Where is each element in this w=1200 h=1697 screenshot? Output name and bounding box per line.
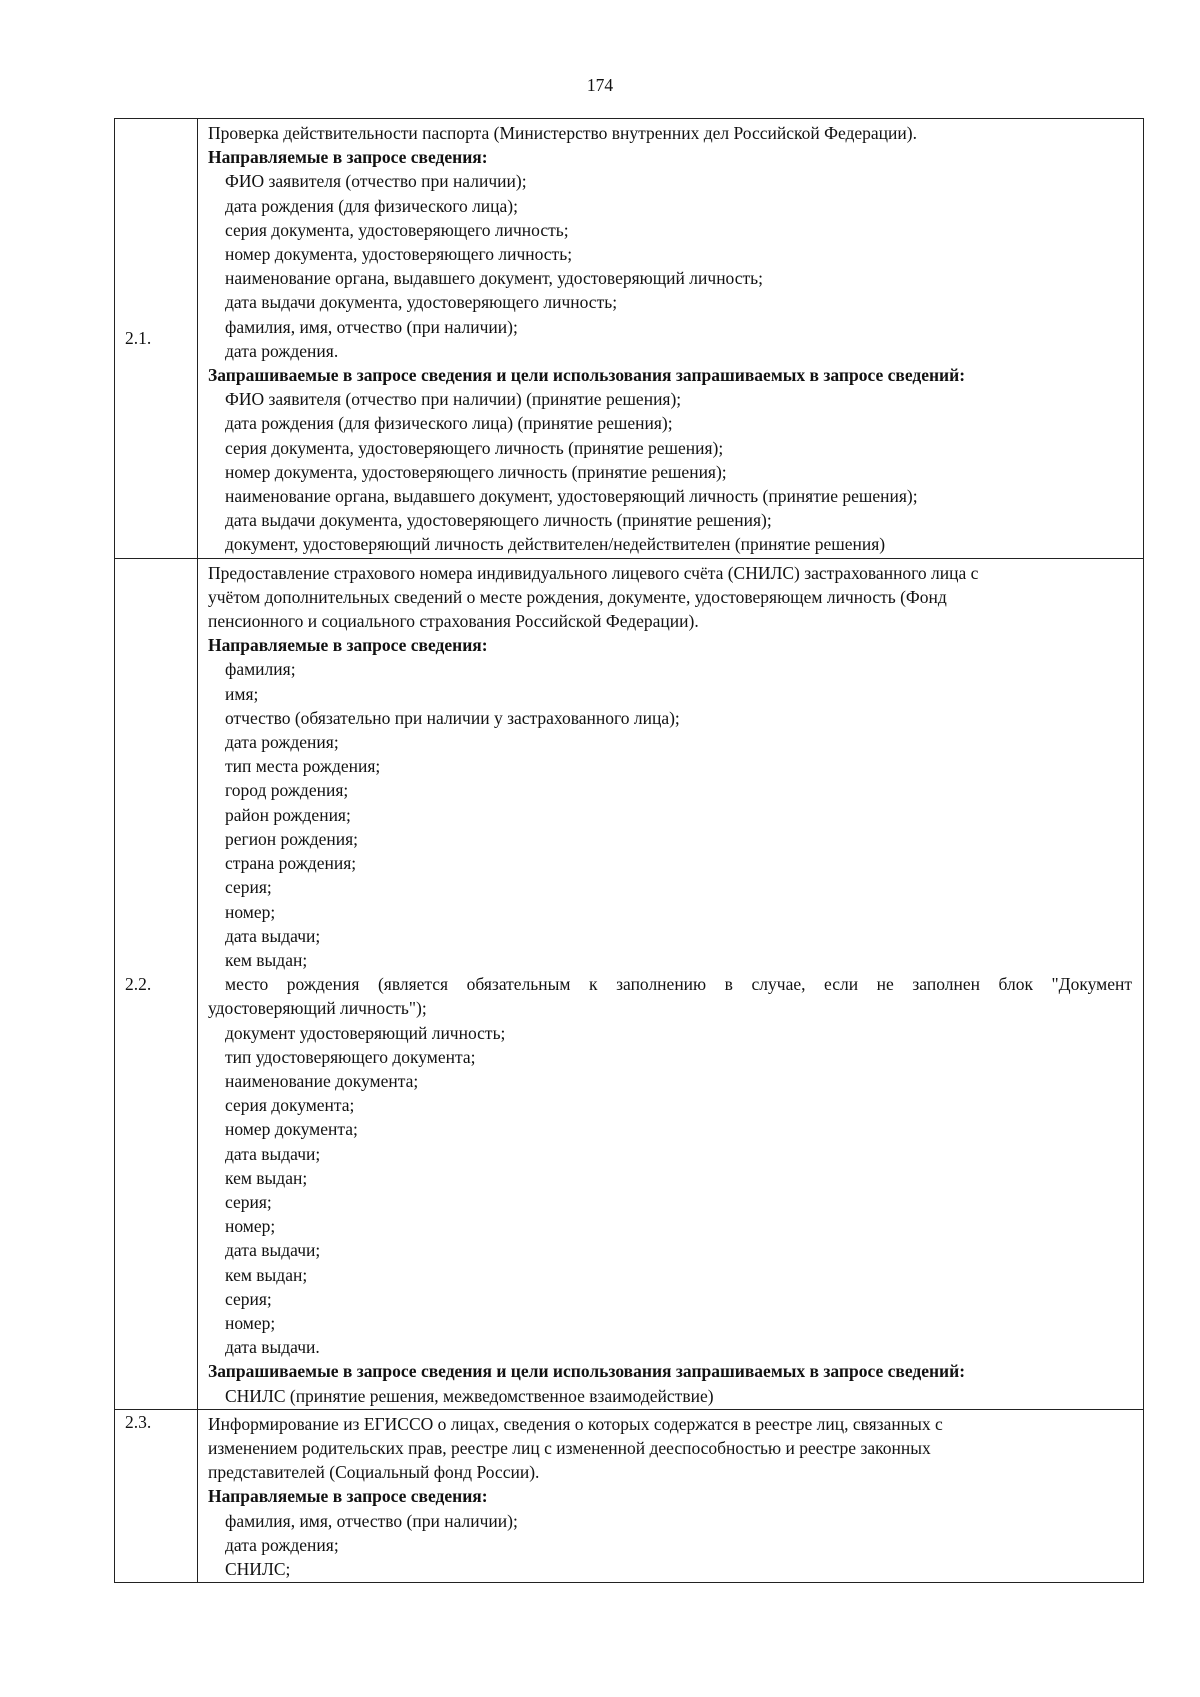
list-item: дата рождения; [225,1534,339,1555]
list-item: регион рождения; [225,828,359,849]
list-item: фамилия, имя, отчество (при наличии); [225,1510,518,1531]
list-item: наименование документа; [225,1070,419,1091]
list-item: документ удостоверяющий личность; [225,1022,506,1043]
list-item: дата выдачи документа, удостоверяющего личность (принятие решения); [225,510,772,531]
requested-heading: Запрашиваемые в запросе сведения и цели использования запрашиваемых в запросе сведений: [208,1361,966,1382]
list-item: дата рождения (для физического лица); [225,195,518,216]
list-item: ФИО заявителя (отчество при наличии) (принятие решения); [225,389,682,410]
row-title-line: Предоставление страхового номера индивидуального лицевого счёта (СНИЛС) застрахованного лица с [208,562,979,583]
row-title-line: пенсионного и социального страхования Российской Федерации). [208,611,699,632]
list-item: кем выдан; [225,949,308,970]
list-item: страна рождения; [225,853,357,874]
list-item: СНИЛС (принятие решения, межведомственное взаимодействие) [225,1385,714,1406]
list-item: наименование органа, выдавшего документ, удостоверяющий личность; [225,268,763,289]
list-item: номер документа; [225,1119,358,1140]
list-item: СНИЛС; [225,1558,291,1579]
row-number: 2.1. [115,119,198,559]
list-item-wrapped: место рождения (является обязательным к заполнению в случае, если не заполнен блок "Документ [225,974,1132,995]
list-item: район рождения; [225,804,351,825]
list-item: дата выдачи; [225,1143,321,1164]
table-row [115,119,1144,559]
list-item: серия; [225,1288,272,1309]
list-item: ФИО заявителя (отчество при наличии); [225,171,527,192]
list-item: тип места рождения; [225,756,381,777]
list-item: дата выдачи документа, удостоверяющего личность; [225,292,618,313]
list-item: дата рождения; [225,732,339,753]
list-item: серия документа, удостоверяющего личность (принятие решения); [225,437,724,458]
list-item: серия документа, удостоверяющего личность; [225,219,569,240]
row-number: 2.3. [115,1409,198,1582]
list-item-wrapped-continuation: удостоверяющий личность"); [208,998,427,1019]
list-item: кем выдан; [225,1167,308,1188]
list-item: номер; [225,901,276,922]
row-title: Проверка действительности паспорта (Министерство внутренних дел Российской Федерации). [208,123,917,143]
list-item: серия; [225,1191,272,1212]
list-item: номер; [225,1216,276,1237]
list-item: имя; [225,683,259,704]
list-item: номер; [225,1312,276,1333]
table-row [115,1409,1144,1582]
row-title-line: учётом дополнительных сведений о месте рождения, документе, удостоверяющем личность (Фонд [208,586,947,607]
list-item: дата выдачи; [225,925,321,946]
row-title-line: изменением родительских прав, реестре лиц с измененной дееспособностью и реестре законных [208,1437,931,1458]
list-item: дата рождения (для физического лица) (принятие решения); [225,413,673,434]
list-item: дата рождения. [225,340,339,361]
page-number: 174 [586,75,614,95]
sent-heading: Направляемые в запросе сведения: [208,1486,488,1507]
list-item: фамилия; [225,659,296,680]
list-item: отчество (обязательно при наличии у застрахованного лица); [225,707,680,728]
row-title-line: Информирование из ЕГИССО о лицах, сведения о которых содержатся в реестре лиц, связанных с [208,1413,943,1434]
row-number: 2.2. [115,558,198,1409]
sent-heading: Направляемые в запросе сведения: [208,635,488,656]
list-item: документ, удостоверяющий личность действителен/недействителен (принятие решения) [225,534,886,555]
list-item: номер документа, удостоверяющего личность; [225,244,573,265]
list-item: дата выдачи. [225,1337,320,1358]
sent-heading: Направляемые в запросе сведения: [208,147,488,168]
row-title-line: представителей (Социальный фонд России). [208,1462,540,1483]
row-content [198,1409,1144,1582]
list-item: серия; [225,877,272,898]
requirements-table [114,118,1144,1583]
list-item: наименование органа, выдавшего документ, удостоверяющий личность (принятие решения); [225,486,918,507]
list-item: фамилия, имя, отчество (при наличии); [225,316,518,337]
requested-heading: Запрашиваемые в запросе сведения и цели использования запрашиваемых в запросе сведений: [208,365,966,386]
list-item: кем выдан; [225,1264,308,1285]
row-content [198,558,1144,1409]
list-item: город рождения; [225,780,349,801]
list-item: дата выдачи; [225,1240,321,1261]
table-row [115,558,1144,1409]
list-item: серия документа; [225,1095,355,1116]
row-content [198,119,1144,559]
list-item: номер документа, удостоверяющего личность (принятие решения); [225,461,727,482]
list-item: тип удостоверяющего документа; [225,1046,476,1067]
